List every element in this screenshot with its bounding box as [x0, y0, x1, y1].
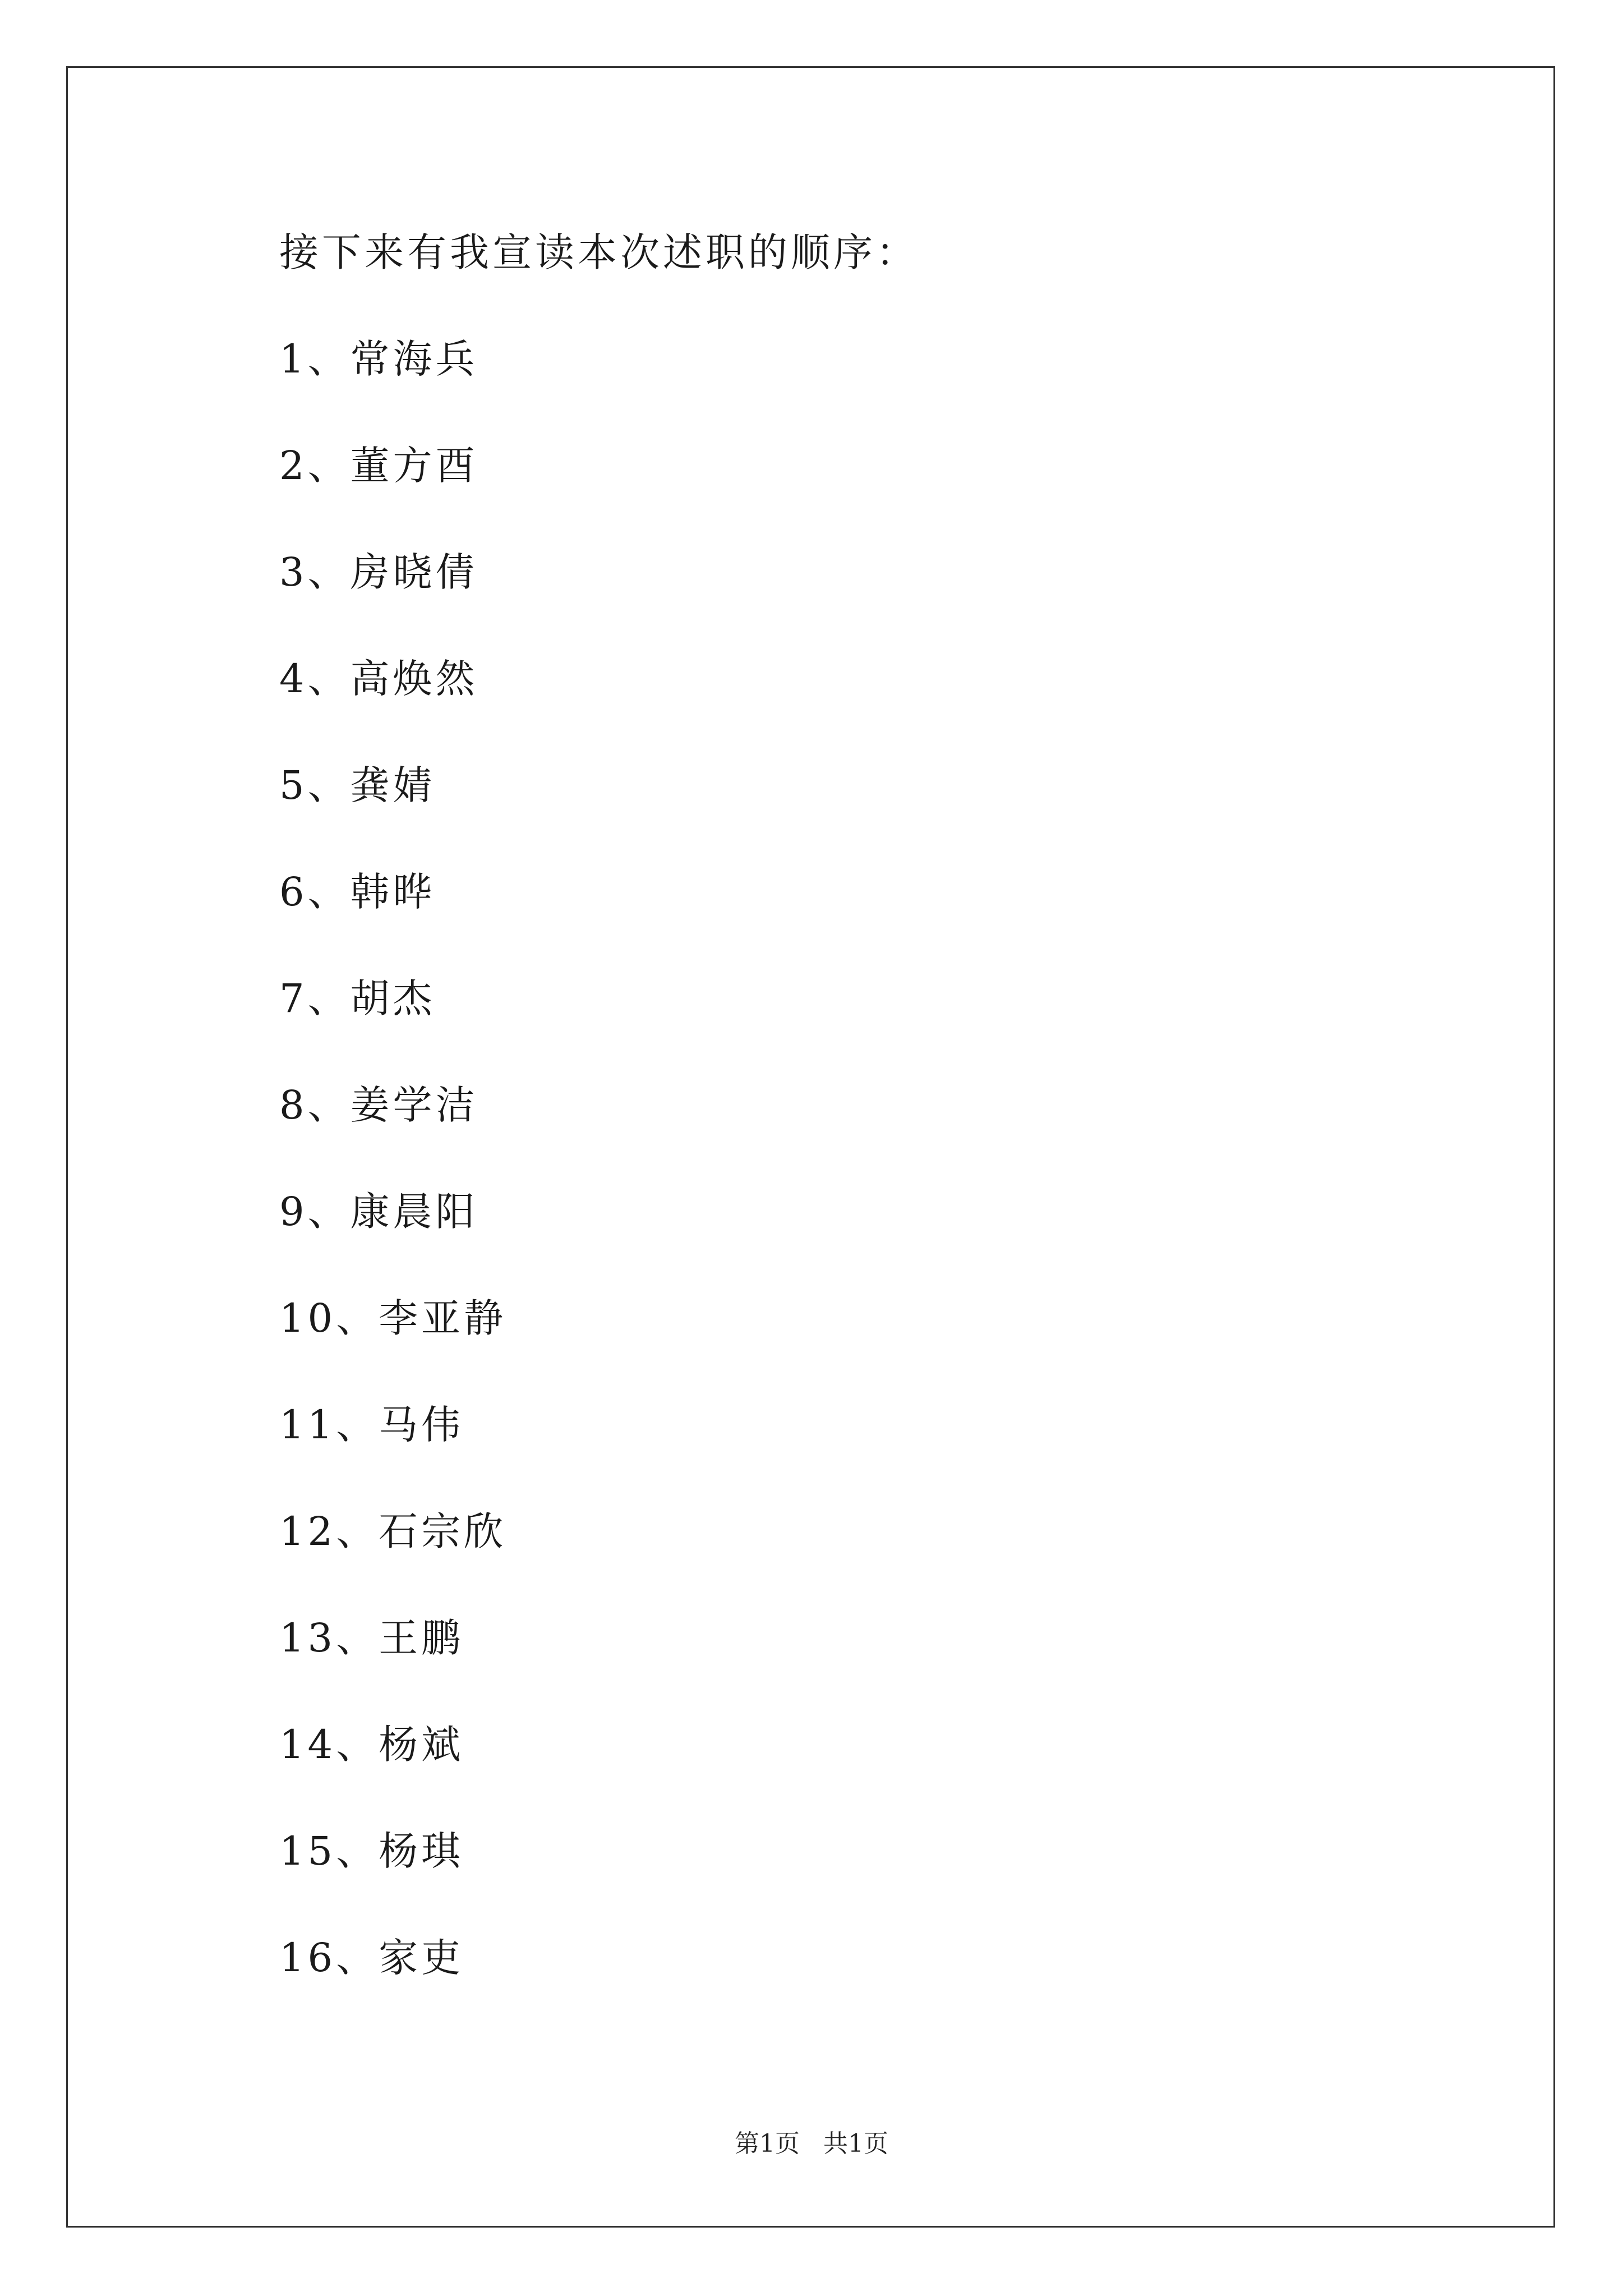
list-item: 3、房晓倩 — [279, 549, 478, 595]
list-item: 5、龚婧 — [279, 762, 436, 808]
list-item: 2、董方酉 — [279, 443, 478, 489]
list-item: 1、常海兵 — [279, 336, 478, 382]
list-item: 7、胡杰 — [279, 976, 436, 1022]
page-footer: 第1页 共1页 — [735, 2129, 888, 2158]
list-item: 10、李亚静 — [279, 1295, 507, 1341]
list-item: 15、杨琪 — [279, 1828, 464, 1874]
intro-text: 接下来有我宣读本次述职的顺序： — [279, 229, 919, 275]
list-item: 6、韩晔 — [279, 869, 436, 915]
list-item: 4、高焕然 — [279, 656, 478, 702]
list-item: 13、王鹏 — [279, 1615, 464, 1661]
document-body — [279, 222, 1457, 2033]
list-item: 14、杨斌 — [279, 1722, 464, 1768]
list-item: 11、马伟 — [279, 1402, 464, 1448]
list-item: 12、石宗欣 — [279, 1508, 507, 1554]
list-item: 9、康晨阳 — [279, 1189, 478, 1235]
list-item: 16、家吏 — [279, 1935, 464, 1981]
list-item: 8、姜学洁 — [279, 1082, 478, 1128]
